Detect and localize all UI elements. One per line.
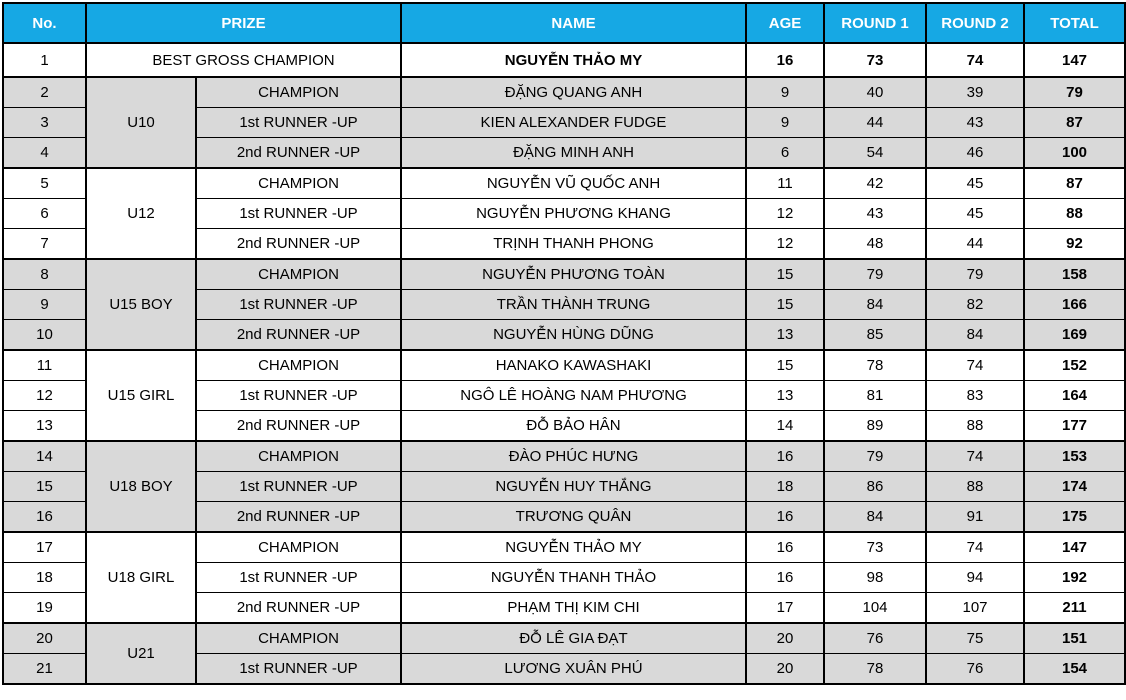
cell-round1: 48 <box>824 229 926 260</box>
cell-no: 16 <box>3 502 86 533</box>
cell-round2: 76 <box>926 654 1024 685</box>
cell-total: 147 <box>1024 532 1125 563</box>
cell-round2: 91 <box>926 502 1024 533</box>
cell-round2: 44 <box>926 229 1024 260</box>
cell-prize: 1st RUNNER -UP <box>196 563 401 593</box>
cell-name: NGUYỄN THẢO MY <box>401 43 746 77</box>
cell-total: 87 <box>1024 108 1125 138</box>
cell-name: NGÔ LÊ HOÀNG NAM PHƯƠNG <box>401 381 746 411</box>
cell-no: 19 <box>3 593 86 624</box>
cell-total: 87 <box>1024 168 1125 199</box>
cell-round1: 73 <box>824 532 926 563</box>
cell-total: 175 <box>1024 502 1125 533</box>
cell-name: HANAKO KAWASHAKI <box>401 350 746 381</box>
cell-name: NGUYỄN PHƯƠNG TOÀN <box>401 259 746 290</box>
cell-age: 13 <box>746 381 824 411</box>
header-round1: ROUND 1 <box>824 3 926 43</box>
cell-no: 2 <box>3 77 86 108</box>
table-row <box>3 77 1125 108</box>
cell-round2: 46 <box>926 138 1024 169</box>
cell-no: 18 <box>3 563 86 593</box>
cell-no: 8 <box>3 259 86 290</box>
cell-prize: CHAMPION <box>196 77 401 108</box>
cell-round2: 39 <box>926 77 1024 108</box>
cell-age: 15 <box>746 259 824 290</box>
cell-total: 152 <box>1024 350 1125 381</box>
cell-name: ĐỖ BẢO HÂN <box>401 411 746 442</box>
cell-no: 1 <box>3 43 86 77</box>
cell-prize: 1st RUNNER -UP <box>196 290 401 320</box>
cell-round2: 94 <box>926 563 1024 593</box>
cell-prize: 2nd RUNNER -UP <box>196 502 401 533</box>
table-row <box>3 532 1125 563</box>
cell-age: 6 <box>746 138 824 169</box>
cell-round1: 42 <box>824 168 926 199</box>
cell-name: KIEN ALEXANDER FUDGE <box>401 108 746 138</box>
cell-round1: 81 <box>824 381 926 411</box>
cell-prize: 1st RUNNER -UP <box>196 199 401 229</box>
cell-name: PHẠM THỊ KIM CHI <box>401 593 746 624</box>
group-cell-u10: U10 <box>86 77 196 168</box>
group-cell-u18-boy: U18 BOY <box>86 441 196 532</box>
header-age: AGE <box>746 3 824 43</box>
cell-prize: 1st RUNNER -UP <box>196 381 401 411</box>
cell-total: 88 <box>1024 199 1125 229</box>
cell-prize: 2nd RUNNER -UP <box>196 411 401 442</box>
cell-name: ĐỖ LÊ GIA ĐẠT <box>401 623 746 654</box>
cell-round2: 83 <box>926 381 1024 411</box>
cell-prize: 2nd RUNNER -UP <box>196 320 401 351</box>
cell-round1: 84 <box>824 502 926 533</box>
cell-age: 15 <box>746 350 824 381</box>
cell-no: 10 <box>3 320 86 351</box>
cell-round2: 82 <box>926 290 1024 320</box>
cell-name: NGUYỄN THANH THẢO <box>401 563 746 593</box>
cell-name: TRƯƠNG QUÂN <box>401 502 746 533</box>
cell-age: 13 <box>746 320 824 351</box>
cell-round2: 74 <box>926 441 1024 472</box>
cell-round1: 78 <box>824 654 926 685</box>
cell-total: 169 <box>1024 320 1125 351</box>
header-no: No. <box>3 3 86 43</box>
cell-total: 192 <box>1024 563 1125 593</box>
cell-prize: CHAMPION <box>196 259 401 290</box>
cell-total: 211 <box>1024 593 1125 624</box>
cell-total: 92 <box>1024 229 1125 260</box>
cell-age: 16 <box>746 532 824 563</box>
cell-no: 7 <box>3 229 86 260</box>
cell-round2: 107 <box>926 593 1024 624</box>
cell-total: 147 <box>1024 43 1125 77</box>
cell-no: 21 <box>3 654 86 685</box>
cell-name: NGUYỄN THẢO MY <box>401 532 746 563</box>
cell-no: 6 <box>3 199 86 229</box>
group-cell-u15-girl: U15 GIRL <box>86 350 196 441</box>
cell-age: 20 <box>746 623 824 654</box>
cell-round1: 43 <box>824 199 926 229</box>
cell-prize: CHAMPION <box>196 532 401 563</box>
table-row <box>3 168 1125 199</box>
cell-name: ĐÀO PHÚC HƯNG <box>401 441 746 472</box>
cell-no: 14 <box>3 441 86 472</box>
cell-prize: CHAMPION <box>196 168 401 199</box>
cell-name: ĐẶNG MINH ANH <box>401 138 746 169</box>
cell-age: 12 <box>746 199 824 229</box>
cell-total: 166 <box>1024 290 1125 320</box>
cell-age: 17 <box>746 593 824 624</box>
best-gross-row <box>3 43 1125 77</box>
cell-name: NGUYỄN HUY THẮNG <box>401 472 746 502</box>
cell-no: 4 <box>3 138 86 169</box>
table-row <box>3 441 1125 472</box>
cell-prize: CHAMPION <box>196 350 401 381</box>
cell-round2: 74 <box>926 350 1024 381</box>
cell-no: 9 <box>3 290 86 320</box>
group-cell-u15-boy: U15 BOY <box>86 259 196 350</box>
results-table <box>2 2 1126 685</box>
cell-prize: 2nd RUNNER -UP <box>196 229 401 260</box>
cell-round2: 75 <box>926 623 1024 654</box>
cell-round2: 88 <box>926 411 1024 442</box>
group-cell-u12: U12 <box>86 168 196 259</box>
cell-no: 20 <box>3 623 86 654</box>
cell-name: LƯƠNG XUÂN PHÚ <box>401 654 746 685</box>
cell-age: 11 <box>746 168 824 199</box>
cell-no: 17 <box>3 532 86 563</box>
cell-name: TRỊNH THANH PHONG <box>401 229 746 260</box>
cell-round2: 74 <box>926 532 1024 563</box>
cell-age: 9 <box>746 77 824 108</box>
cell-round2: 88 <box>926 472 1024 502</box>
cell-round2: 45 <box>926 168 1024 199</box>
cell-round2: 84 <box>926 320 1024 351</box>
cell-age: 9 <box>746 108 824 138</box>
cell-total: 164 <box>1024 381 1125 411</box>
cell-round1: 98 <box>824 563 926 593</box>
cell-round1: 86 <box>824 472 926 502</box>
cell-prize: 2nd RUNNER -UP <box>196 593 401 624</box>
cell-total: 79 <box>1024 77 1125 108</box>
table-row <box>3 259 1125 290</box>
cell-age: 14 <box>746 411 824 442</box>
cell-age: 16 <box>746 441 824 472</box>
cell-round1: 104 <box>824 593 926 624</box>
group-cell-u21: U21 <box>86 623 196 684</box>
cell-round1: 85 <box>824 320 926 351</box>
cell-name: ĐẶNG QUANG ANH <box>401 77 746 108</box>
cell-no: 15 <box>3 472 86 502</box>
header-name: NAME <box>401 3 746 43</box>
cell-no: 13 <box>3 411 86 442</box>
cell-prize: 1st RUNNER -UP <box>196 654 401 685</box>
cell-round2: 74 <box>926 43 1024 77</box>
cell-total: 177 <box>1024 411 1125 442</box>
cell-no: 12 <box>3 381 86 411</box>
cell-name: NGUYỄN PHƯƠNG KHANG <box>401 199 746 229</box>
cell-round2: 79 <box>926 259 1024 290</box>
header-row <box>3 3 1125 43</box>
cell-round1: 89 <box>824 411 926 442</box>
cell-age: 15 <box>746 290 824 320</box>
cell-name: NGUYỄN VŨ QUỐC ANH <box>401 168 746 199</box>
cell-age: 16 <box>746 502 824 533</box>
cell-name: TRẦN THÀNH TRUNG <box>401 290 746 320</box>
cell-age: 20 <box>746 654 824 685</box>
cell-no: 3 <box>3 108 86 138</box>
cell-prize: CHAMPION <box>196 441 401 472</box>
cell-prize: 1st RUNNER -UP <box>196 472 401 502</box>
header-prize: PRIZE <box>86 3 401 43</box>
cell-total: 153 <box>1024 441 1125 472</box>
cell-round2: 45 <box>926 199 1024 229</box>
cell-prize: BEST GROSS CHAMPION <box>86 43 401 77</box>
cell-total: 174 <box>1024 472 1125 502</box>
cell-total: 151 <box>1024 623 1125 654</box>
cell-round1: 76 <box>824 623 926 654</box>
cell-age: 12 <box>746 229 824 260</box>
cell-prize: 2nd RUNNER -UP <box>196 138 401 169</box>
header-total: TOTAL <box>1024 3 1125 43</box>
cell-age: 16 <box>746 43 824 77</box>
cell-round1: 44 <box>824 108 926 138</box>
cell-no: 11 <box>3 350 86 381</box>
cell-round1: 79 <box>824 441 926 472</box>
cell-name: NGUYỄN HÙNG DŨNG <box>401 320 746 351</box>
cell-age: 16 <box>746 563 824 593</box>
cell-prize: CHAMPION <box>196 623 401 654</box>
cell-round1: 78 <box>824 350 926 381</box>
cell-round1: 54 <box>824 138 926 169</box>
cell-no: 5 <box>3 168 86 199</box>
group-cell-u18-girl: U18 GIRL <box>86 532 196 623</box>
cell-total: 154 <box>1024 654 1125 685</box>
table-row <box>3 623 1125 654</box>
cell-round1: 79 <box>824 259 926 290</box>
cell-round1: 40 <box>824 77 926 108</box>
cell-age: 18 <box>746 472 824 502</box>
table-row <box>3 350 1125 381</box>
cell-total: 100 <box>1024 138 1125 169</box>
cell-round2: 43 <box>926 108 1024 138</box>
cell-total: 158 <box>1024 259 1125 290</box>
cell-prize: 1st RUNNER -UP <box>196 108 401 138</box>
cell-round1: 73 <box>824 43 926 77</box>
header-round2: ROUND 2 <box>926 3 1024 43</box>
cell-round1: 84 <box>824 290 926 320</box>
